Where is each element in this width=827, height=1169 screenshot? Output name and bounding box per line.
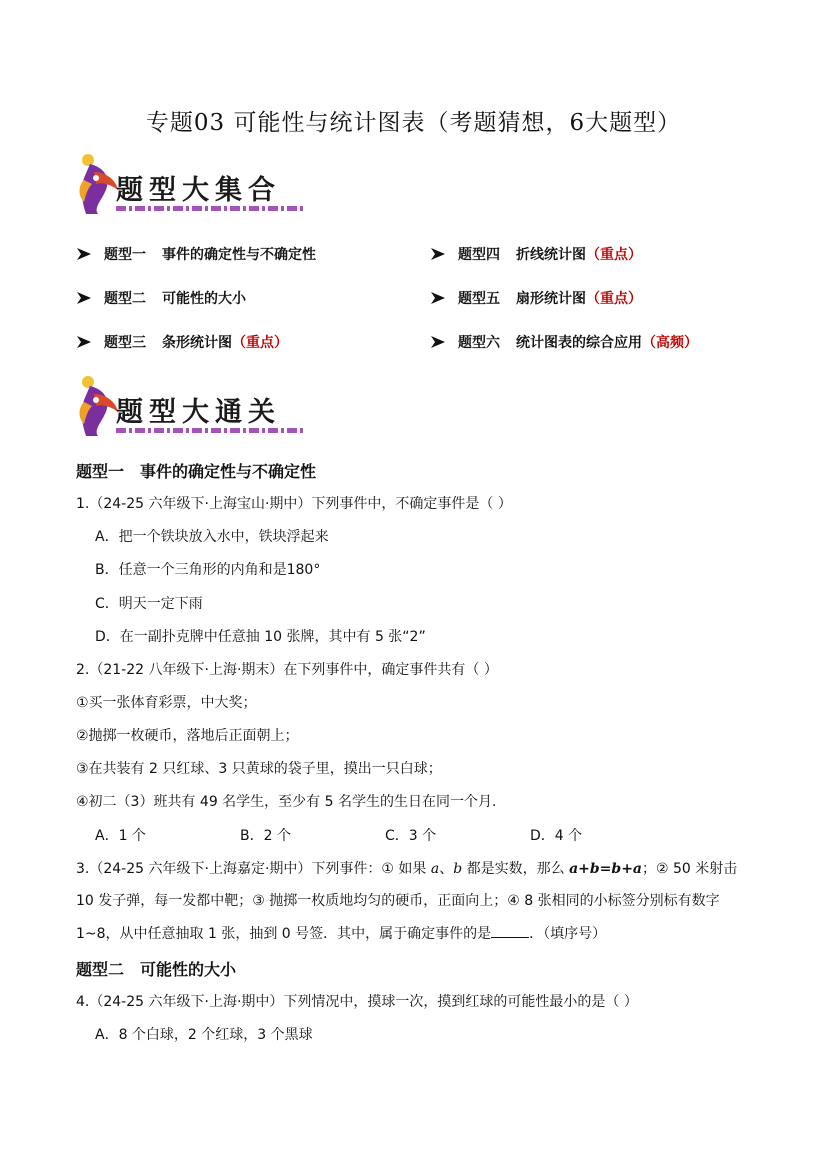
q1-option-a[interactable]: A．把一个铁块放入水中，铁块浮起来 (95, 529, 329, 545)
section-label: 题型二 (76, 960, 125, 979)
question-2-stem: 2.（21-22 八年级下·上海·期末）在下列事件中，确定事件共有（ ） (76, 662, 498, 678)
toc-name: 折线统计图 (516, 247, 586, 263)
question-3-line-1 (76, 858, 737, 878)
variable-a: a (430, 861, 440, 877)
toc-name: 事件的确定性与不确定性 (162, 247, 316, 263)
q2-item-2: ②抛掷一枚硬币，落地后正面朝上； (76, 728, 299, 744)
mascot-icon (76, 150, 120, 216)
banner-text: 题型大通关 (116, 397, 281, 428)
q2-option-b[interactable]: B．2 个 (240, 828, 291, 844)
banner-divider (116, 206, 306, 211)
formula: a+b=b+a (569, 861, 642, 877)
arrow-icon (430, 290, 446, 306)
section-heading-1 (76, 459, 316, 482)
page-title: 专题03 可能性与统计图表（考题猜想，6大题型） (145, 110, 682, 136)
toc-tag: （重点） (586, 247, 642, 263)
toc-tag: （重点） (232, 335, 288, 351)
section-heading-2 (76, 957, 236, 980)
section-name: 可能性的大小 (140, 960, 237, 979)
q3-text: ．（填序号） (529, 926, 607, 942)
question-3-line-3 (76, 923, 606, 943)
q2-option-c[interactable]: C．3 个 (385, 828, 437, 844)
section-name: 事件的确定性与不确定性 (140, 462, 317, 481)
section-banner-overview (76, 150, 308, 222)
q3-text: 1~8，从中任意抽取 1 张，抽到 0 号签．其中，属于确定事件的是 (76, 926, 492, 942)
toc-item-5[interactable] (430, 288, 642, 308)
toc-item-3[interactable] (76, 332, 288, 352)
banner-text: 题型大集合 (116, 175, 281, 206)
q2-option-a[interactable]: A．1 个 (95, 828, 146, 844)
q1-option-d[interactable]: D．在一副扑克牌中任意抽 10 张牌，其中有 5 张“2” (95, 629, 426, 645)
mascot-icon (76, 372, 120, 438)
toc-label: 题型三 (104, 335, 146, 351)
q2-option-d[interactable]: D．4 个 (530, 828, 583, 844)
q3-text: 、 (439, 861, 454, 877)
toc-name: 扇形统计图 (516, 291, 586, 307)
toc-label: 题型六 (458, 335, 500, 351)
section-label: 题型一 (76, 462, 125, 481)
question-1-stem: 1.（24-25 六年级下·上海宝山·期中）下列事件中，不确定事件是（ ） (76, 496, 512, 512)
q2-item-1: ①买一张体育彩票，中大奖； (76, 695, 257, 711)
variable-b: b (453, 861, 463, 877)
answer-blank[interactable] (491, 923, 529, 938)
toc-label: 题型五 (458, 291, 500, 307)
arrow-icon (76, 290, 92, 306)
q2-item-3: ③在共装有 2 只红球、3 只黄球的袋子里，摸出一只白球； (76, 761, 442, 777)
toc-name: 条形统计图 (162, 335, 232, 351)
q3-text: 3.（24-25 六年级下·上海嘉定·期中）下列事件：① 如果 (76, 861, 431, 877)
toc-name: 可能性的大小 (162, 291, 246, 307)
q3-text: 都是实数，那么 (462, 861, 570, 877)
arrow-icon (430, 334, 446, 350)
toc-item-1[interactable] (76, 244, 316, 264)
toc-label: 题型四 (458, 247, 500, 263)
arrow-icon (76, 246, 92, 262)
toc-item-2[interactable] (76, 288, 246, 308)
question-3-line-2: 10 发子弹，每一发都中靶；③ 抛掷一枚质地均匀的硬币，正面向上；④ 8 张相同的小标签分别标有数字 (76, 893, 720, 909)
toc-label: 题型二 (104, 291, 146, 307)
section-banner-practice (76, 372, 308, 444)
question-4-stem: 4.（24-25 六年级下·上海·期中）下列情况中，摸球一次，摸到红球的可能性最小的是（ ） (76, 994, 638, 1010)
banner-divider (116, 428, 306, 433)
toc-tag: （重点） (586, 291, 642, 307)
q2-item-4: ④初二（3）班共有 49 名学生，至少有 5 名学生的生日在同一个月. (76, 794, 497, 810)
toc-item-4[interactable] (430, 244, 642, 264)
q4-option-a[interactable]: A．8 个白球，2 个红球，3 个黑球 (95, 1027, 313, 1043)
toc-label: 题型一 (104, 247, 146, 263)
q1-option-c[interactable]: C．明天一定下雨 (95, 596, 203, 612)
toc-item-6[interactable] (430, 332, 698, 352)
arrow-icon (76, 334, 92, 350)
q2-options (95, 825, 675, 845)
q1-option-b[interactable]: B．任意一个三角形的内角和是180° (95, 562, 321, 578)
toc-tag: （高频） (642, 335, 698, 351)
q3-text: ；② 50 米射击 (642, 861, 738, 877)
arrow-icon (430, 246, 446, 262)
toc-name: 统计图表的综合应用 (516, 335, 642, 351)
